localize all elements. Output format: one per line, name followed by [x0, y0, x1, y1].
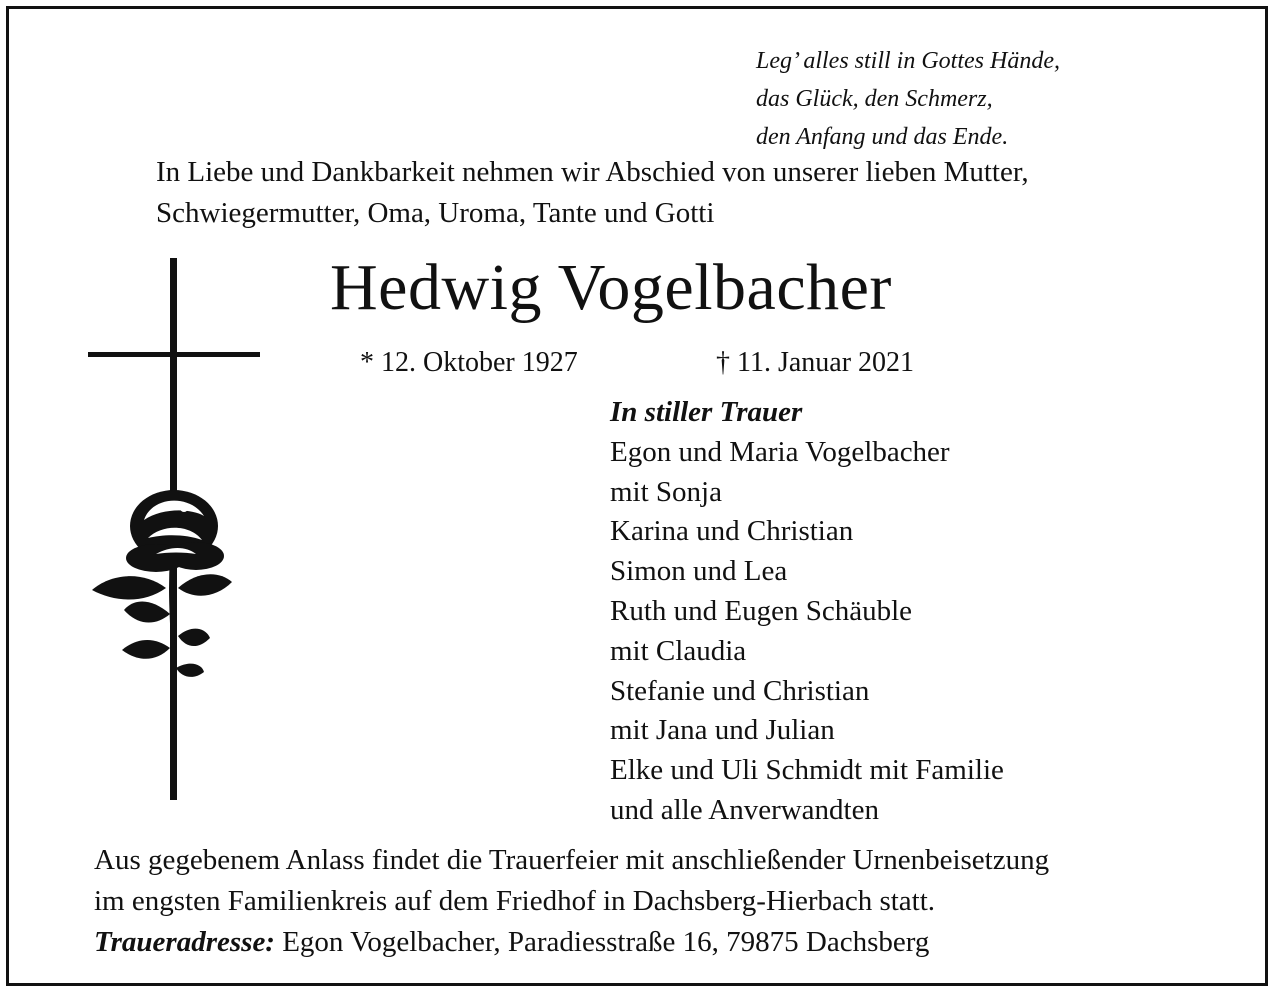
mourner-line: Egon und Maria Vogelbacher	[610, 435, 950, 468]
poem-line: Leg’ alles still in Gottes Hände,	[756, 48, 1060, 74]
mourner-line: Simon und Lea	[610, 555, 788, 588]
mourning-address-value: Egon Vogelbacher, Paradiesstraße 16, 79875 Dachsberg	[274, 926, 930, 958]
mourner-line: Stefanie und Christian	[610, 674, 870, 707]
mourner-line: mit Jana und Julian	[610, 714, 835, 747]
mourners-list	[610, 393, 1004, 831]
cross-with-rose-icon	[86, 258, 266, 808]
mourner-line: Ruth und Eugen Schäuble	[610, 594, 913, 627]
mourner-line: mit Claudia	[610, 634, 747, 667]
mourner-line: Karina und Christian	[610, 515, 854, 548]
intro-line: Schwiegermutter, Oma, Uroma, Tante und Gotti	[156, 197, 715, 229]
mourning-address	[94, 922, 1049, 963]
intro-text	[156, 152, 1029, 234]
mourners-heading: In stiller Trauer	[610, 396, 803, 428]
funeral-info-line: im engsten Familienkreis auf dem Friedhof in Dachsberg-Hierbach statt.	[94, 885, 936, 917]
mourner-line: und alle Anverwandten	[610, 793, 879, 826]
funeral-info	[94, 840, 1049, 963]
mourner-line: Elke und Uli Schmidt mit Familie	[610, 754, 1004, 787]
mourning-address-label: Traueradresse:	[94, 926, 275, 958]
birth-date: * 12. Oktober 1927	[360, 347, 578, 378]
mourner-line: mit Sonja	[610, 475, 722, 508]
poem-line: den Anfang und das Ende.	[756, 124, 1009, 150]
poem-verse	[756, 42, 1060, 156]
poem-line: das Glück, den Schmerz,	[756, 86, 993, 112]
intro-line: In Liebe und Dankbarkeit nehmen wir Abschied von unserer lieben Mutter,	[156, 156, 1029, 188]
funeral-info-line: Aus gegebenem Anlass findet die Trauerfeier mit anschließender Urnenbeisetzung	[94, 844, 1050, 876]
death-date: † 11. Januar 2021	[716, 347, 915, 378]
deceased-name: Hedwig Vogelbacher	[330, 251, 892, 324]
